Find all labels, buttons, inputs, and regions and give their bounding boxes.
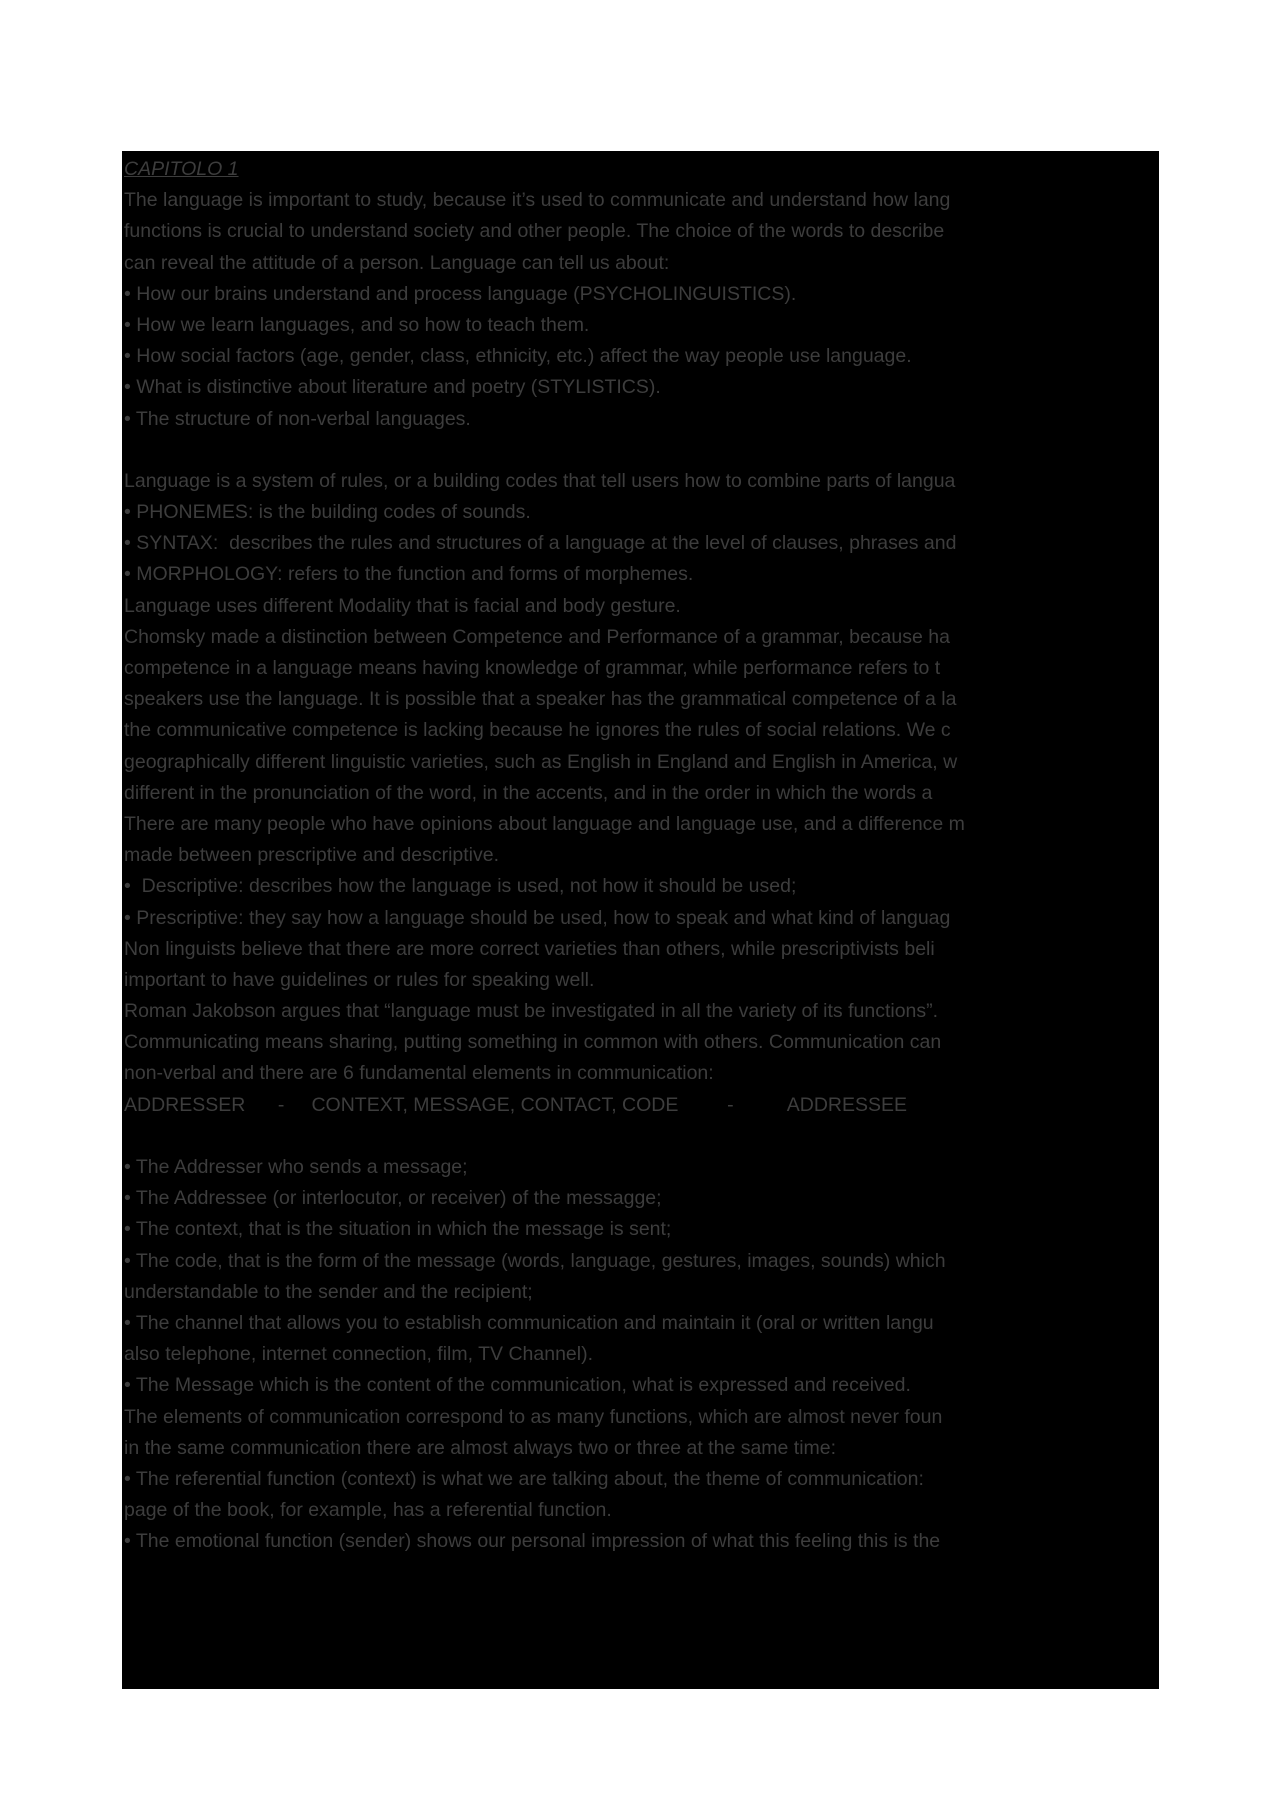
text-line: The elements of communication correspond to as many functions, which are almost never foun (124, 1405, 943, 1428)
blank-line (124, 1121, 1280, 1152)
text-line: There are many people who have opinions about language and language use, and a difference m (124, 812, 965, 835)
text-line: • PHONEMES: is the building codes of sounds. (124, 501, 531, 524)
chapter-heading: CAPITOLO 1 (124, 158, 239, 180)
text-line: • How we learn languages, and so how to teach them. (124, 313, 590, 336)
text-line: • The structure of non-verbal languages. (124, 407, 471, 430)
text-line: • How social factors (age, gender, class, ethnicity, etc.) affect the way people use language. (124, 345, 912, 368)
text-line: Chomsky made a distinction between Competence and Performance of a grammar, because ha (124, 625, 950, 648)
text-line: speakers use the language. It is possible that a speaker has the grammatical competence of a la (124, 688, 957, 711)
text-line: Language is a system of rules, or a building codes that tell users how to combine parts of langua (124, 469, 956, 492)
text-line: • The Addresser who sends a message; (124, 1156, 468, 1178)
text-line: also telephone, internet connection, film, TV Channel). (124, 1343, 593, 1366)
text-line: Language uses different Modality that is facial and body gesture. (124, 594, 681, 617)
text-line: • The referential function (context) is what we are talking about, the theme of communication: (124, 1467, 924, 1490)
text-line: understandable to the sender and the recipient; (124, 1280, 533, 1303)
text-line: different in the pronunciation of the word, in the accents, and in the order in which the words a (124, 781, 933, 804)
text-line: can reveal the attitude of a person. Language can tell us about: (124, 251, 670, 274)
text-line: • The context, that is the situation in which the message is sent; (124, 1218, 672, 1241)
text-line: • MORPHOLOGY: refers to the function and forms of morphemes. (124, 563, 694, 586)
text-line: Non linguists believe that there are more correct varieties than others, while prescriptivists beli (124, 937, 935, 960)
text-line: competence in a language means having knowledge of grammar, while performance refers to t (124, 657, 941, 679)
text-line: in the same communication there are almost always two or three at the same time: (124, 1436, 837, 1459)
text-line: ADDRESSER - CONTEXT, MESSAGE, CONTACT, CODE - ADDRESSEE (124, 1093, 908, 1116)
text-line: page of the book, for example, has a referential function. (124, 1499, 612, 1522)
text-line: • The Addressee (or interlocutor, or receiver) of the messagge; (124, 1187, 662, 1210)
text-line: geographically different linguistic varieties, such as English in England and English in America, w (124, 750, 958, 773)
text-line: • The emotional function (sender) shows our personal impression of what this feeling this is the (124, 1530, 941, 1553)
text-line: non-verbal and there are 6 fundamental elements in communication: (124, 1062, 714, 1085)
text-line: The language is important to study, because it’s used to communicate and understand how lang (124, 189, 951, 212)
text-line: the communicative competence is lacking because he ignores the rules of social relations. We c (124, 719, 951, 742)
text-line: • The channel that allows you to establish communication and maintain it (oral or written langu (124, 1311, 934, 1334)
text-line: • The code, that is the form of the message (words, language, gestures, images, sounds) which (124, 1249, 946, 1272)
text-line: important to have guidelines or rules for speaking well. (124, 968, 595, 991)
text-line: made between prescriptive and descriptive. (124, 844, 500, 867)
text-line: • The Message which is the content of the communication, what is expressed and received. (124, 1374, 911, 1397)
text-line: • Prescriptive: they say how a language should be used, how to speak and what kind of languag (124, 906, 951, 929)
document-body (124, 154, 1280, 1557)
blank-line (124, 435, 1280, 466)
text-line: • Descriptive: describes how the language is used, not how it should be used; (124, 875, 797, 898)
paragraph-lines (124, 185, 1280, 1557)
text-line: • What is distinctive about literature and poetry (STYLISTICS). (124, 376, 661, 399)
text-line: Roman Jakobson argues that “language must be investigated in all the variety of its functions”. (124, 1000, 939, 1023)
text-line: functions is crucial to understand society and other people. The choice of the words to describe (124, 220, 945, 243)
text-line: • SYNTAX: describes the rules and structures of a language at the level of clauses, phrases and (124, 532, 957, 555)
text-line: • How our brains understand and process language (PSYCHOLINGUISTICS). (124, 282, 797, 305)
text-line: Communicating means sharing, putting something in common with others. Communication can (124, 1031, 942, 1054)
